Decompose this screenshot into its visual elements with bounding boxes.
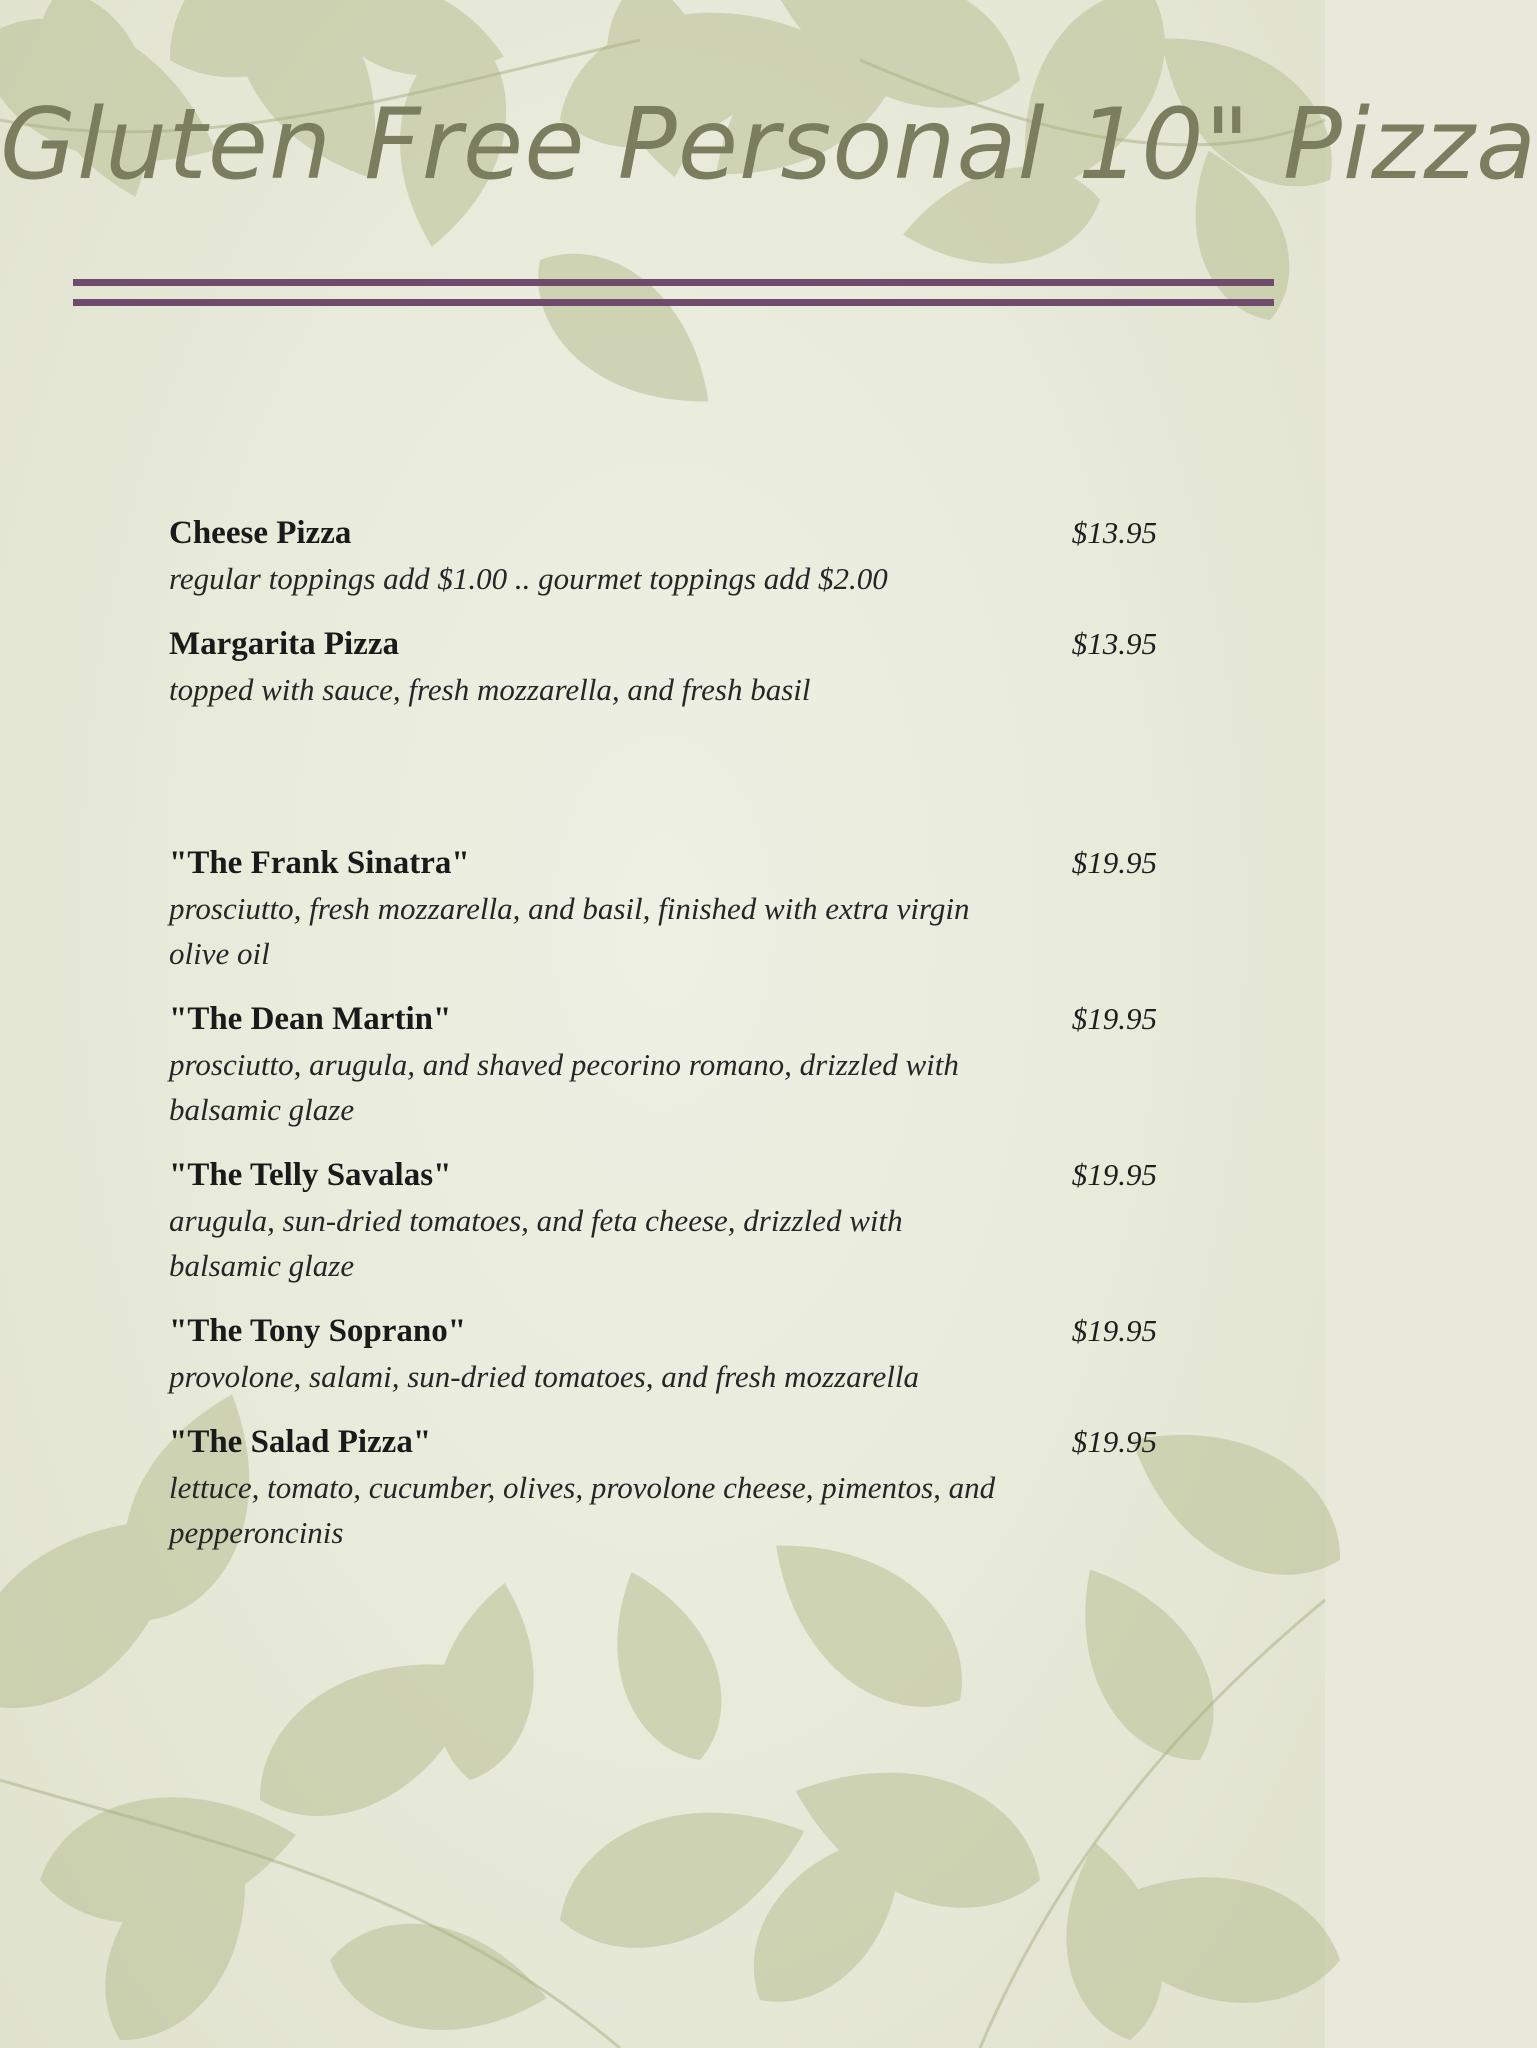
item-price: $19.95	[1071, 1313, 1157, 1348]
item-price: $19.95	[1071, 1157, 1157, 1192]
item-name: Margarita Pizza	[169, 626, 399, 662]
item-name: Cheese Pizza	[169, 515, 352, 551]
item-name: "The Dean Martin"	[169, 1001, 452, 1037]
item-description: provolone, salami, sun-dried tomatoes, and fresh mozzarella	[169, 1359, 919, 1394]
item-description: lettuce, tomato, cucumber, olives, provolone cheese, pimentos, and pepperoncinis	[169, 1470, 996, 1550]
menu-item	[169, 1308, 1169, 1399]
menu-item	[169, 621, 1169, 712]
item-price: $19.95	[1071, 1001, 1157, 1036]
item-price: $19.95	[1071, 1424, 1157, 1459]
item-name: "The Salad Pizza"	[169, 1424, 432, 1460]
item-description: arugula, sun-dried tomatoes, and feta cheese, drizzled with balsamic glaze	[169, 1203, 903, 1283]
item-name: "The Telly Savalas"	[169, 1157, 452, 1193]
menu-item	[169, 1419, 1169, 1555]
menu-item	[169, 840, 1169, 976]
menu-item	[169, 1152, 1169, 1288]
title-divider-line	[73, 299, 1274, 306]
menu-title: Gluten Free Personal 10" Pizza	[0, 88, 1537, 202]
item-name: "The Tony Soprano"	[169, 1313, 467, 1349]
menu-item	[169, 996, 1169, 1132]
item-description: prosciutto, arugula, and shaved pecorino romano, drizzled with balsamic glaze	[169, 1047, 959, 1127]
item-description: prosciutto, fresh mozzarella, and basil, finished with extra virgin olive oil	[169, 891, 970, 971]
item-description: regular toppings add $1.00 .. gourmet toppings add $2.00	[169, 561, 888, 596]
item-price: $13.95	[1071, 626, 1157, 661]
item-description: topped with sauce, fresh mozzarella, and fresh basil	[169, 672, 811, 707]
menu-item	[169, 510, 1169, 601]
item-name: "The Frank Sinatra"	[169, 845, 470, 881]
title-divider-line	[73, 279, 1274, 286]
item-price: $13.95	[1071, 515, 1157, 550]
menu-item-list	[169, 510, 1169, 1575]
item-price: $19.95	[1071, 845, 1157, 880]
